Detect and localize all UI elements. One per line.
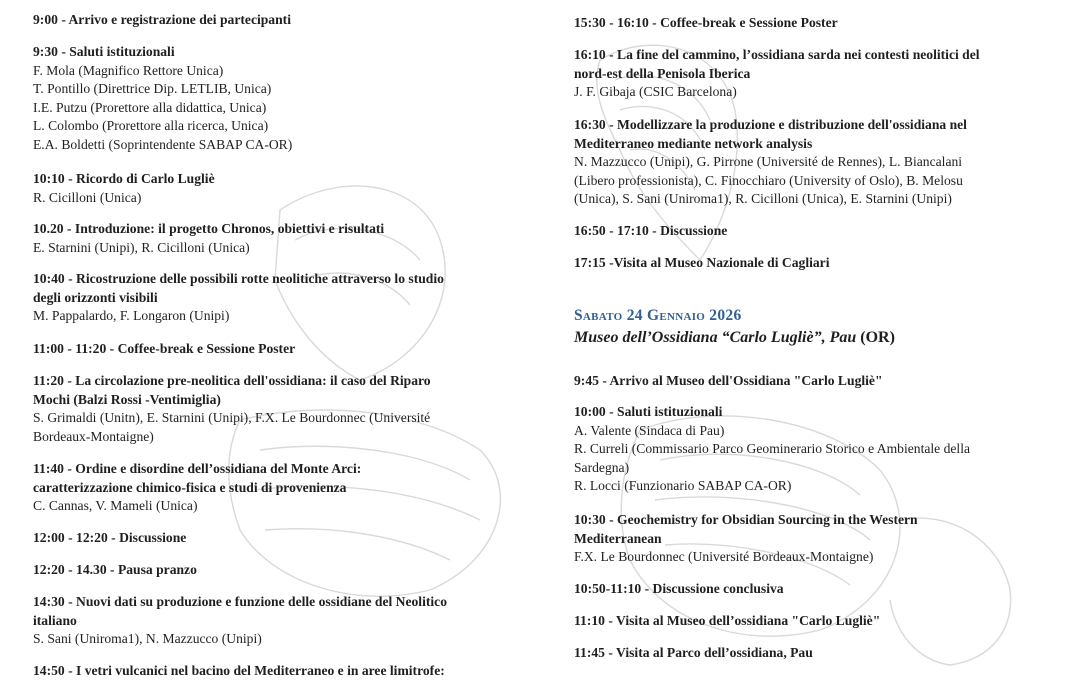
day-heading-text: Sabato 24 Gennaio 2026 [574,307,742,324]
programme-entry [574,372,1054,391]
entry-title: 9:00 - Arrivo e registrazione dei partecipanti [33,12,291,27]
entry-speaker: R. Locci (Funzionario SABAP CA-OR) [574,478,792,494]
entry-title: 10:10 - Ricordo di Carlo Lugliè [33,171,215,186]
entry-speaker: M. Pappalardo, F. Longaron (Unipi) [33,308,230,324]
entry-speaker: C. Cannas, V. Mameli (Unica) [33,498,198,514]
entry-title: 9:45 - Arrivo al Museo dell'Ossidiana "Carlo Lugliè" [574,373,883,388]
programme-entry [574,46,1054,102]
entry-speaker: F. Mola (Magnifico Rettore Unica) [33,62,224,78]
entry-speaker: S. Grimaldi (Unitn), E. Starnini (Unipi), F.X. Le Bourdonnec (Université [33,410,431,426]
entry-title: 11:10 - Visita al Museo dell’ossidiana "Carlo Lugliè" [574,613,881,628]
programme-entry [33,43,533,155]
entry-speaker: F.X. Le Bourdonnec (Université Bordeaux-Montaigne) [574,549,874,565]
programme-entry [33,593,533,649]
entry-title: 16:50 - 17:10 - Discussione [574,223,728,238]
entry-title: 14:50 - I vetri vulcanici nel bacino del Mediterraneo e in aree limitrofe: [33,663,445,678]
entry-title: 10.20 - Introduzione: il progetto Chronos, obiettivi e risultati [33,221,385,236]
programme-entry [33,170,533,207]
programme-entry [33,561,533,580]
entry-title: 16:30 - Modellizzare la produzione e distribuzione dell'ossidiana nel [574,117,967,132]
day-heading [574,306,1054,326]
entry-title: 10:40 - Ricostruzione delle possibili rotte neolitiche attraverso lo studio [33,271,444,286]
entry-title: 10:00 - Saluti istituzionali [574,404,723,419]
entry-title-cont: degli orizzonti visibili [33,289,158,305]
entry-speaker: J. F. Gibaja (CSIC Barcelona) [574,84,737,100]
entry-title-cont: nord-est della Penisola Iberica [574,65,751,81]
programme-entry [33,372,533,446]
entry-title-cont: caratterizzazione chimico-fisica e studi di provenienza [33,479,347,495]
entry-speaker: A. Valente (Sindaca di Pau) [574,422,725,438]
entry-title: 11:40 - Ordine e disordine dell’ossidiana del Monte Arci: [33,461,362,476]
programme-entry [33,11,533,30]
entry-title: 9:30 - Saluti istituzionali [33,44,175,59]
programme-entry [574,580,1054,599]
entry-speaker: E. Starnini (Unipi), R. Cicilloni (Unica) [33,239,250,255]
programme-entry [33,662,533,681]
entry-speaker: I.E. Putzu (Prorettore alla didattica, Unica) [33,99,267,115]
entry-speaker: L. Colombo (Prorettore alla ricerca, Unica) [33,118,269,134]
venue-line [574,328,1054,348]
entry-title: 15:30 - 16:10 - Coffee-break e Sessione Poster [574,15,838,30]
entry-speaker: R. Cicilloni (Unica) [33,189,142,205]
entry-title: 10:50-11:10 - Discussione conclusiva [574,581,784,596]
programme-entry [574,511,1054,567]
entry-title-cont: italiano [33,612,77,628]
entry-title-cont: Mediterraneo mediante network analysis [574,135,813,151]
programme-entry [33,460,533,516]
entry-speaker: R. Curreli (Commissario Parco Geominerario Storico e Ambientale della [574,441,971,457]
entry-title: 12:20 - 14.30 - Pausa pranzo [33,562,197,577]
entry-speaker: E.A. Boldetti (Soprintendente SABAP CA-OR) [33,136,293,152]
entry-speaker: T. Pontillo (Direttrice Dip. LETLIB, Unica) [33,81,272,97]
entry-speaker: N. Mazzucco (Unipi), G. Pirrone (Université de Rennes), L. Biancalani [574,154,963,170]
entry-title: 12:00 - 12:20 - Discussione [33,530,187,545]
entry-speaker: Bordeaux-Montaigne) [33,428,154,444]
programme-entry [33,340,533,359]
programme-entry [574,222,1054,241]
venue-part: (OR) [856,329,895,346]
programme-entry [33,220,533,257]
entry-speaker: (Unica), S. Sani (Uniroma1), R. Cicilloni (Unica), E. Starnini (Unipi) [574,191,952,207]
entry-title: 16:10 - La fine del cammino, l’ossidiana sarda nei contesti neolitici del [574,47,980,62]
entry-title: 10:30 - Geochemistry for Obsidian Sourcing in the Western [574,512,918,527]
entry-title: 17:15 -Visita al Museo Nazionale di Cagliari [574,255,830,270]
programme-entry [574,254,1054,273]
entry-title-cont: Mediterranean [574,530,662,546]
entry-speaker: S. Sani (Uniroma1), N. Mazzucco (Unipi) [33,631,262,647]
programme-entry [574,14,1054,33]
programme-entry [33,529,533,548]
programme-entry [574,116,1054,209]
entry-speaker: Sardegna) [574,459,630,475]
entry-title: 14:30 - Nuovi dati su produzione e funzione delle ossidiane del Neolitico [33,594,447,609]
programme-entry [574,403,1054,496]
programme-entry [574,612,1054,631]
programme-entry [33,270,533,326]
entry-title: 11:00 - 11:20 - Coffee-break e Sessione Poster [33,341,296,356]
entry-title: 11:20 - La circolazione pre-neolitica dell'ossidiana: il caso del Riparo [33,373,431,388]
entry-speaker: (Libero professionista), C. Finocchiaro (University of Oslo), B. Melosu [574,172,963,188]
venue-part: , Pau [821,329,857,346]
programme-entry [574,644,1054,663]
venue-part: Museo dell’Ossidiana “ [574,329,730,346]
entry-title-cont: Mochi (Balzi Rossi -Ventimiglia) [33,391,221,407]
venue-part: Carlo Lugliè” [729,329,822,346]
entry-title: 11:45 - Visita al Parco dell’ossidiana, Pau [574,645,813,660]
